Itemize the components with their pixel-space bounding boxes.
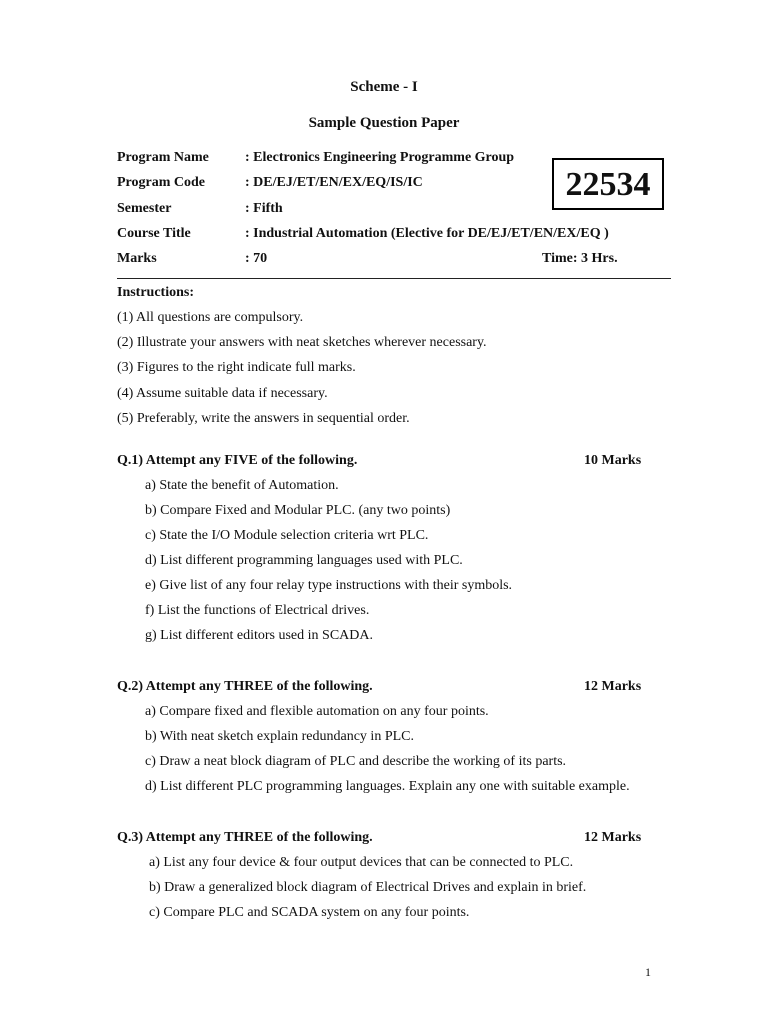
semester-label: Semester xyxy=(117,201,172,216)
instruction-item: (5) Preferably, write the answers in sequential order. xyxy=(117,411,410,426)
instruction-item: (2) Illustrate your answers with neat sketches wherever necessary. xyxy=(117,335,487,350)
question-item: e) Give list of any four relay type instructions with their symbols. xyxy=(145,578,513,593)
program-name-value: : Electronics Engineering Programme Group xyxy=(245,150,515,165)
marks-label: Marks xyxy=(117,251,157,266)
marks-value: : 70 xyxy=(245,251,268,266)
question-heading: Q.1) Attempt any FIVE of the following. xyxy=(117,453,358,468)
program-name-label: Program Name xyxy=(117,150,209,165)
program-code-label: Program Code xyxy=(117,175,205,190)
page-number: 1 xyxy=(645,965,651,979)
question-marks: 10 Marks xyxy=(584,453,642,468)
question-item: f) List the functions of Electrical drives. xyxy=(145,603,370,618)
question-item: a) Compare fixed and flexible automation on any four points. xyxy=(145,704,489,719)
header-divider xyxy=(117,278,671,279)
time-value: Time: 3 Hrs. xyxy=(542,251,618,266)
question-heading: Q.2) Attempt any THREE of the following. xyxy=(117,679,373,694)
instruction-item: (4) Assume suitable data if necessary. xyxy=(117,386,328,401)
question-item: b) With neat sketch explain redundancy in PLC. xyxy=(145,729,415,744)
question-item: c) Draw a neat block diagram of PLC and describe the working of its parts. xyxy=(145,754,567,769)
instruction-item: (3) Figures to the right indicate full marks. xyxy=(117,360,356,375)
question-heading: Q.3) Attempt any THREE of the following. xyxy=(117,830,373,845)
course-title-value: : Industrial Automation (Elective for DE/EJ/ET/EN/EX/EQ ) xyxy=(245,226,609,241)
subject-code-box: 22534 xyxy=(552,158,664,210)
program-code-value: : DE/EJ/ET/EN/EX/EQ/IS/IC xyxy=(245,175,423,190)
scheme-title: Scheme - I xyxy=(350,79,418,95)
question-marks: 12 Marks xyxy=(584,679,642,694)
question-item: a) List any four device & four output devices that can be connected to PLC. xyxy=(149,855,574,870)
paper-title: Sample Question Paper xyxy=(308,115,460,131)
instruction-item: (1) All questions are compulsory. xyxy=(117,310,304,325)
question-item: c) Compare PLC and SCADA system on any four points. xyxy=(149,905,470,920)
question-item: d) List different programming languages used with PLC. xyxy=(145,553,463,568)
question-item: d) List different PLC programming languages. Explain any one with suitable example. xyxy=(145,779,630,794)
semester-value: : Fifth xyxy=(245,201,283,216)
question-item: b) Draw a generalized block diagram of Electrical Drives and explain in brief. xyxy=(149,880,587,895)
question-item: g) List different editors used in SCADA. xyxy=(145,628,373,643)
question-marks: 12 Marks xyxy=(584,830,642,845)
question-item: b) Compare Fixed and Modular PLC. (any two points) xyxy=(145,503,451,518)
question-item: a) State the benefit of Automation. xyxy=(145,478,339,493)
course-title-label: Course Title xyxy=(117,226,191,241)
question-item: c) State the I/O Module selection criteria wrt PLC. xyxy=(145,528,429,543)
instructions-heading: Instructions: xyxy=(117,285,195,300)
